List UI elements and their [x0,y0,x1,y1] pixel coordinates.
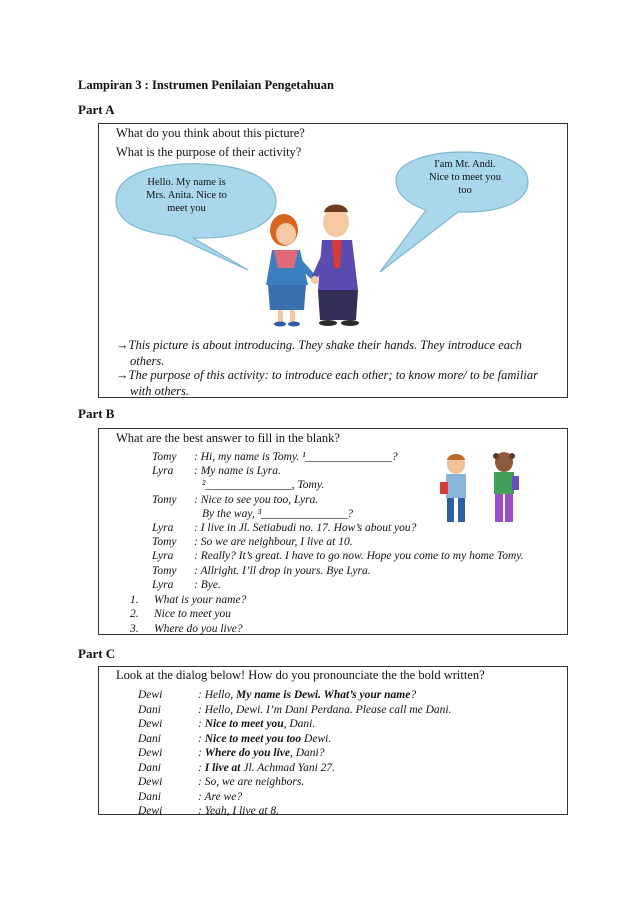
part-a-answer-1: →This picture is about introducing. They shake their hands. They introduce each others. [116,338,522,368]
boy-figure [440,454,466,522]
part-a-answer-2: →The purpose of this activity: to introduce each other; to know more/ to be familiar with others. [116,368,538,398]
dialog-line: Tomy : Allright. I’ll drop in yours. Bye Lyra. [152,564,371,577]
part-a-label: Part A [78,102,115,117]
dialog-line: Tomy : Hi, my name is Tomy. ¹_______________? [152,451,398,463]
part-c-dialog [138,688,558,819]
dialog-line: Dewi : So, we are neighbors. [138,776,305,788]
dialog-line: Dani : Nice to meet you too Dewi. [138,732,332,745]
dialog-line: Lyra : I live in Jl. Setiabudi no. 17. How’s about you? [152,521,417,534]
dialog-line: Dewi : Where do you live, Dani? [138,747,325,759]
dialog-line: ²_______________, Tomy. [202,479,325,492]
part-b-label: Part B [78,406,115,421]
man-figure [312,205,359,327]
dialog-line: Dani : Are we? [138,790,243,803]
dialog-line: Dani : I live at Jl. Achmad Yani 27. [138,761,336,774]
dialog-line: By the way, ³_______________? [202,507,354,520]
part-c-label: Part C [78,646,116,661]
dialog-line: Tomy : So we are neighbour, I live at 10. [152,536,353,549]
part-a-question-2: What is the purpose of their activity? [116,145,302,159]
dialog-line: Lyra : Bye. [152,578,221,591]
woman-figure [266,214,318,327]
dialog-line: Tomy : Nice to see you too, Lyra. [152,493,319,506]
children-illustration [434,450,534,530]
part-b-question: What are the best answer to fill in the blank? [116,431,340,445]
dialog-line: Dewi : Hello, My name is Dewi. What’s your name? [138,689,417,701]
dialog-line: Lyra : My name is Lyra. [152,465,281,478]
page-title: Lampiran 3 : Instrumen Penilaian Pengetahuan [78,78,334,92]
dialog-line: Lyra : Really? It’s great. I have to go now. Hope you come to my home Tomy. [152,550,524,563]
bubble-left-text: Hello. My name is Mrs. Anita. Nice to meet you [146,177,227,214]
bubble-right-text: I'am Mr. Andi. Nice to meet you too [428,159,502,196]
handshake [311,276,319,284]
part-c-question: Look at the dialog below! How do you pronounciate the the bold written? [116,668,485,682]
part-a-question-1: What do you think about this picture? [116,126,305,140]
dialog-line: Dewi : Yeah, I live at 8. [138,805,280,817]
dialog-line: Dewi : Nice to meet you, Dani. [138,718,316,730]
girl-figure [493,452,519,522]
dialog-line: Dani : Hello, Dewi. I’m Dani Perdana. Please call me Dani. [138,703,452,716]
